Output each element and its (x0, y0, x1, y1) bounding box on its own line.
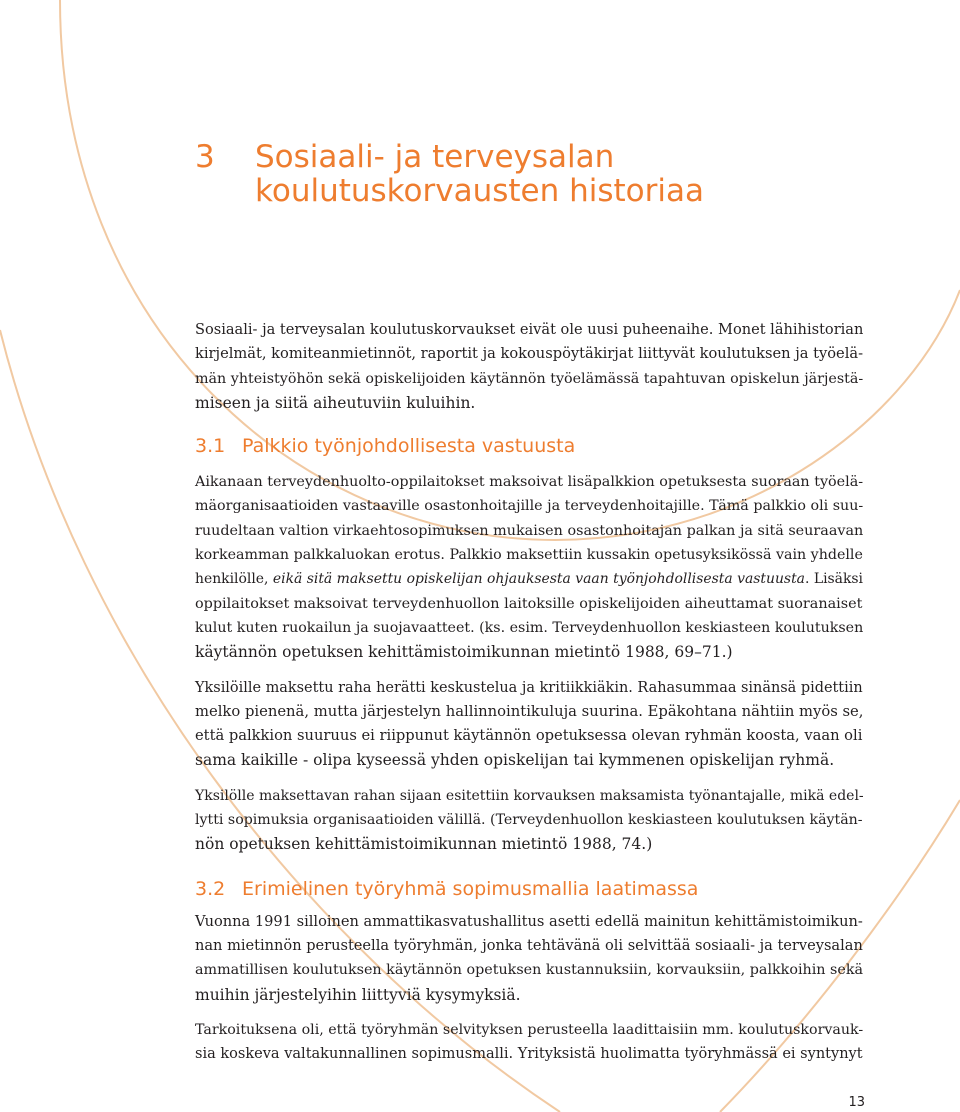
text-line: Yksilöille maksettu raha herätti keskustelua ja kritiikkiäkin. Rahasummaa sinänsä pidettiin (195, 679, 863, 696)
text-run: . Lisäksi (804, 571, 863, 588)
chapter-title-line-1: Sosiaali- ja terveysalan (255, 139, 615, 175)
text-line: mäorganisaatioiden vastaaville osastonhoitajille ja terveydenhoitajille. Tämä palkkio oli suu- (195, 498, 864, 515)
section-number: 3.2 (195, 877, 226, 900)
page-number: 13 (848, 1095, 865, 1110)
section-number: 3.1 (195, 435, 226, 458)
text-line: Sosiaali- ja terveysalan koulutuskorvaukset eivät ole uusi puheenaihe. Monet lähihistorian (195, 321, 864, 338)
text-line: nan mietinnön perusteella työryhmän, jonka tehtävänä oli selvittää sosiaali- ja terveysalan (195, 936, 863, 954)
paragraph (195, 1018, 867, 1067)
text-line: kulut kuten ruokailun ja suojavaatteet. (ks. esim. Terveydenhuollon keskiasteen koulutuksen (195, 619, 864, 636)
text-line: oppilaitokset maksoivat terveydenhuollon laitoksille opiskelijoiden aiheuttamat suoranaiset (195, 595, 863, 612)
section-title: Erimielinen työryhmä sopimusmallia laatimassa (242, 877, 699, 900)
text-line: ruudeltaan valtion virkaehtosopimuksen mukaisen osastonhoitajan palkan ja sitä seuraavan (195, 522, 864, 539)
text-line: Tarkoituksena oli, että työryhmän selvityksen perusteella laadittaisiin mm. koulutuskorvauk- (195, 1021, 864, 1038)
text-line: nön opetuksen kehittämistoimikunnan mietintö 1988, 74.) (195, 835, 653, 854)
text-line: että palkkion suuruus ei riippunut käytännön opetuksessa olevan ryhmän koosta, vaan oli (195, 727, 863, 745)
paragraph (195, 470, 867, 664)
text-line: melko pienenä, mutta järjestelyn hallinnointikuluja suurina. Epäkohtana nähtiin myös se, (195, 702, 864, 720)
text-line: Yksilölle maksettavan rahan sijaan esitettiin korvauksen maksamista työnantajalle, mikä edel- (195, 787, 864, 804)
text-line: sama kaikille - olipa kyseessä yhden opiskelijan tai kymmenen opiskelijan ryhmä. (195, 751, 835, 770)
text-line: miseen ja siitä aiheutuviin kuluihin. (195, 393, 476, 412)
chapter-heading (195, 140, 704, 208)
paragraph (195, 784, 867, 857)
text-line: käytännön opetuksen kehittämistoimikunnan mietintö 1988, 69–71.) (195, 643, 733, 662)
text-line: sia koskeva valtakunnallinen sopimusmalli. Yrityksistä huolimatta työryhmässä ei syntynyt (195, 1046, 863, 1063)
text-line: korkeamman palkkaluokan erotus. Palkkio maksettiin kussakin opetusyksikössä vain yhdelle (195, 547, 863, 564)
chapter-number: 3 (195, 139, 215, 175)
text-line: lytti sopimuksia organisaatioiden välillä. (Terveydenhuollon keskiasteen koulutuksen käytän- (195, 812, 863, 829)
text-line: kirjelmät, komiteanmietinnöt, raportit ja kokouspöytäkirjat liittyvät koulutuksen ja työelä- (195, 345, 864, 363)
paragraph (195, 910, 867, 1007)
page-content (195, 318, 867, 1066)
intro-paragraph (195, 318, 867, 415)
text-line (195, 567, 867, 591)
section-3-1-heading (195, 434, 867, 458)
text-line: Aikanaan terveydenhuolto-oppilaitokset maksoivat lisäpalkkion opetuksesta suoraan työelä- (195, 474, 864, 491)
text-line: män yhteistyöhön sekä opiskelijoiden käytännön työelämässä tapahtuvan opiskelun järjestä- (195, 370, 864, 387)
emphasized-text: eikä sitä maksettu opiskelijan ohjauksesta vaan työnjohdollisesta vastuusta (272, 571, 805, 588)
text-line: Vuonna 1991 silloinen ammattikasvatushallitus asetti edellä mainitun kehittämistoimikun- (195, 912, 863, 930)
chapter-title-line-2: koulutuskorvausten historiaa (255, 173, 704, 209)
text-line: muihin järjestelyihin liittyviä kysymyksiä. (195, 985, 521, 1004)
section-title: Palkkio työnjohdollisesta vastuusta (242, 435, 576, 458)
text-line: ammatillisen koulutuksen käytännön opetuksen kustannuksiin, korvauksiin, palkkoihin sekä (195, 962, 864, 979)
section-3-2-heading (195, 877, 867, 901)
text-run: henkilölle, (195, 571, 273, 588)
paragraph (195, 676, 867, 773)
